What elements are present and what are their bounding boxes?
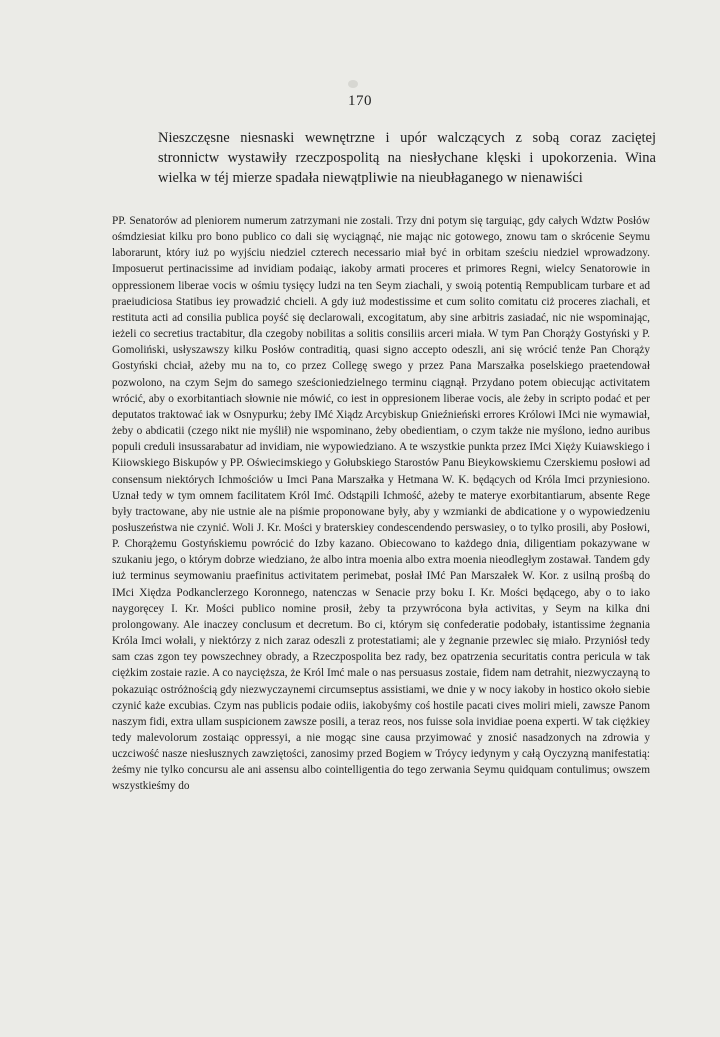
intro-paragraph: Nieszczęsne niesnaski wewnętrzne i upór walczących z sobą coraz zaciętej stronnictw wystawiły rzeczpospolitą na niesłychane klęski i upokorzenia. Wina wielka w téj mierze spadała niewątpliwie na nieubłaganego w nienawiści — [158, 130, 656, 186]
body-paragraph: PP. Senatorów ad pleniorem numerum zatrzymani nie zostali. Trzy dni potym się targuiąc, gdy całych Wdztw Posłów ośmdziesiat kilku pro bono publico co dali się wyciągnąć, nie mając nic gotowego, znowu tam o skrócenie Seymu laborarunt, który iuż po wyjściu niedziel czterech necessario miał być in orbitam sześciu niedziel wprowadzony. Imposuerut pertinacissime ad invidiam podaiąc, iakoby armati proceres et primores Regni, wielcy Senatorowie in oppressionem liberae vocis w ośmiu tysięcy ludzi na ten Seym ziachali, y swoią potentią Rempublicam turbare et ad praeiudiciosa Statibus iey prowadzić chcieli. A gdy iuż modestissime et cum solito comitatu ciż proceres ziachali, et restituta acti ad consilia publica poyść się declarowali, excogitatum, aby sine arbitris zasiadać, nic nie wspominając, ieżeli co secretius tractabitur, dla czegoby nobilitas a solitis consiliis arceri miała. W tym Pan Chorąży Gostyński y P. Gomoliński, usłyszawszy kilku Posłów contraditią, quasi signo accepto odeszli, ani się wrócić tenże Pan Chorąży Gostyński chciał, ażeby mu na to, co przez Collegę swego y przez Pana Marszałka poselskiego praetendował pozwolono, na czym Sejm do samego sześcioniedzielnego terminu ciągnął. Przydano potem obiecując activitatem wrócić, aby o exorbitantiach słownie nie mówić, co iest in oppresionem liberae vocis, ale żeby in scripto podać et per deputatos traktować iak w Osnypurku; żeby IMć Xiądz Arcybiskup Gnieźnieński errores Królowi IMci nie wymawiał, żeby o abdicatii (czego nikt nie myślił) nie wspominano, żeby obedientiam, o czym także nie myślono, iedno auribus populi creduli insussarabatur ad invidiam, nie wypowiedziano. A te wszystkie punkta przez IMci Xięży Kuiawskiego i Kiiowskiego Biskupów y PP. Oświecimskiego y Gołubskiego Starostów Panu Bieykowskiemu Czerskiemu posłowi ad consensum niektórych Ichmościów u Imci Pana Marszałka y Hetmana W. K. będących od Króla Imci przyniesiono. Uznał tedy w tym omnem facilitatem Król Imć. Odstąpili Ichmość, ażeby te materye exorbitantiarum, absente Rege były tractowane, aby nie ustnie ale na piśmie proponowane były, aby y wzmianki de abdicatione y o wypowiedzeniu posłuszeństwa nie czynić. Woli J. Kr. Mości y braterskiey condescendendo perswasiey, o to tylko prosili, aby Posłowi, P. Chorążemu Gostyńskiemu powrócić do Izby kazano. Obiecowano to każdego dnia, diligentiam pokazywane w szukaniu jego, o którym dobrze wiedziano, że albo intra moenia albo extra moenia nieodległym zostawał. Tandem gdy iuż terminus seymowaniu praefinitus activitatem perimebat, posłał IMć Pan Marszałek W. Kor. z usilną prośbą do IMci Xiędza Podkanclerzego Koronnego, natenczas w Senacie przy boku I. Kr. Mości będącego, aby o to iako naygoręcey I. Kr. Mości publico nomine prosił, żeby ta przywrócona była activitas, y Seym na kilka dni prolongowany. Ale inaczey conclusum et decretum. Bo ci, którym się confederatie podobały, istantissime żegnania Króla Imci wołali, y niektórzy z nich zaraz odeszli z protestatiami; ale y żegnanie przewlec się miało. Przyniósł tedy sam czas zgon tey powszechney obrady, a Rzeczpospolita bez rady, bez opatrzenia securitatis contra pericula w tak ciężkim zostaie razie. A co naycięższa, że Król Imć male o nas persuasus zostaie, fidem nam detrahit, niezwyczayną to pokazuiąc ostróżnością gdy niezwyczaynemi circumseptus assistiami, we dnie y w nocy iakoby in hostico około siebie czynić każe excubias. Czym nas publicis podaie odiis, iakobyśmy coś hostile pacati cives moliri mieli, zawsze Panom naszym fidi, extra ullam suspicionem zawsze posili, a teraz reos, nos fuisse sola invidiae poena experti. W tak ciężkiey tedy malevolorum zostaiąc oppressyi, a nie mogąc sine causa przyimować y znosić nasadzonych na zdrowia y uczciwość nasze niesłusznych zawziętości, zanosimy przed Bogiem w Tróycy iedynym y całą Oyczyzną manifestatią: żeśmy nie tylko concursu ale ani assensu albo cointelligentia do tego zerwania Seymu quidquam contulimus; owszem wszystkieśmy do — [112, 215, 650, 793]
paper-blemish — [348, 80, 358, 88]
body-text — [112, 213, 650, 795]
page-number: 170 — [348, 93, 372, 109]
